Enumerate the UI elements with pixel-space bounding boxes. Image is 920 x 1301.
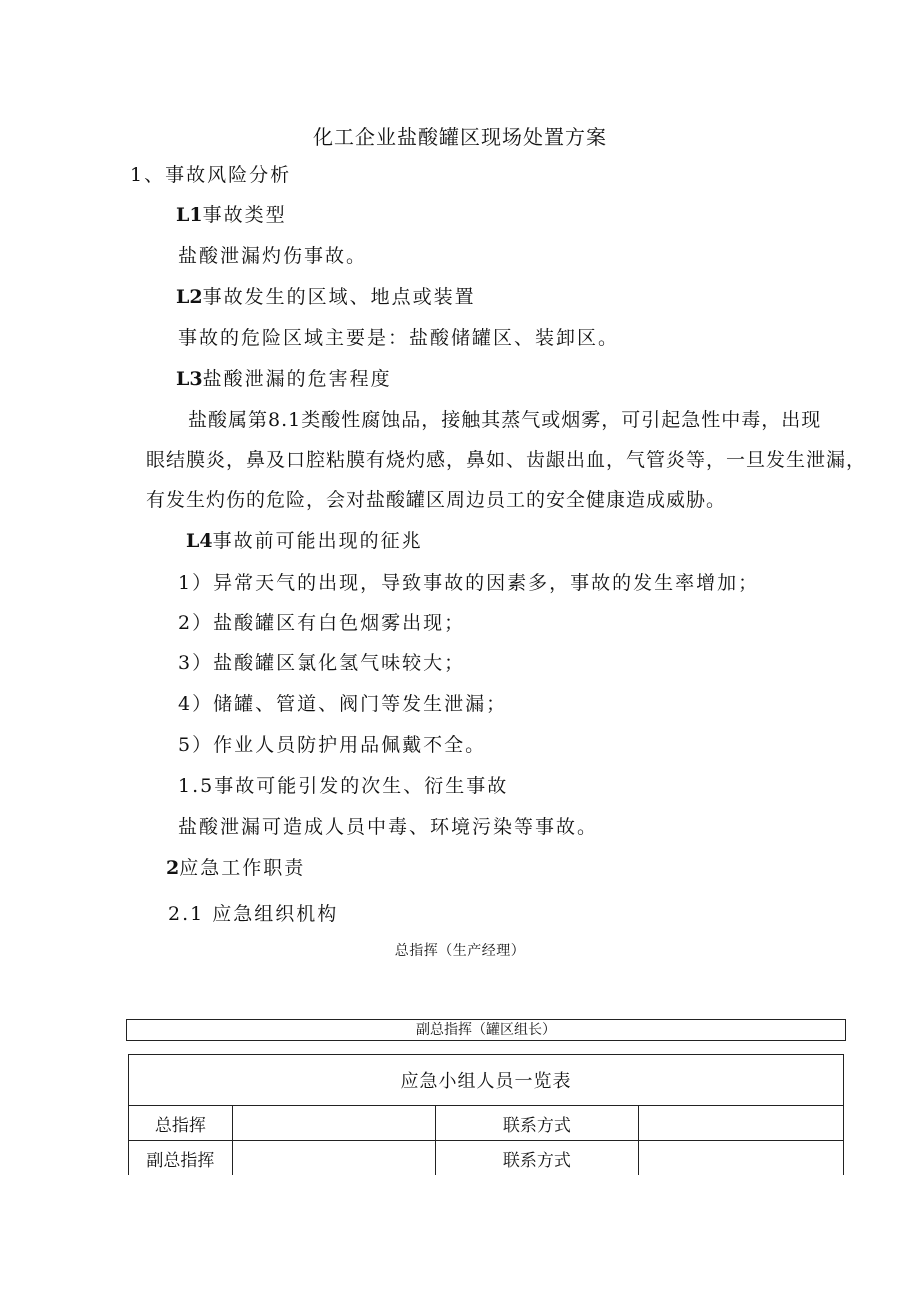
hazard-paragraph-line: 盐酸属第8.1类酸性腐蚀品，接触其蒸气或烟雾，可引起急性中毒，出现 — [188, 409, 822, 431]
subsection-l3-heading — [176, 367, 392, 391]
contact-cell — [639, 1141, 844, 1176]
subsection-2-1-heading: 2.1 应急组织机构 — [168, 903, 339, 925]
subsection-l4-title: 事故前可能出现的征兆 — [212, 530, 423, 552]
subsection-1-5-text: 盐酸泄漏可造成人员中毒、环境污染等事故。 — [178, 816, 599, 838]
table-caption: 应急小组人员一览表 — [129, 1055, 844, 1106]
subsection-l2-number: L2 — [176, 286, 203, 308]
subsection-l3-title: 盐酸泄漏的危害程度 — [202, 368, 392, 390]
table-row — [129, 1141, 844, 1176]
role-cell: 总指挥 — [129, 1106, 233, 1141]
subsection-l2-heading — [176, 285, 476, 309]
contact-label-cell: 联系方式 — [435, 1141, 639, 1176]
org-commander-label: 总指挥（生产经理） — [394, 943, 526, 959]
table-row — [129, 1106, 844, 1141]
subsection-l3-number: L3 — [176, 368, 203, 390]
subsection-l1-text: 盐酸泄漏灼伤事故。 — [178, 245, 368, 267]
name-cell — [232, 1106, 435, 1141]
subsection-1-5-heading: 1.5事故可能引发的次生、衍生事故 — [178, 775, 509, 797]
warning-sign-item: 3）盐酸罐区氯化氢气味较大； — [178, 652, 466, 674]
warning-sign-item: 2）盐酸罐区有白色烟雾出现； — [178, 612, 466, 634]
warning-sign-item: 4）储罐、管道、阀门等发生泄漏； — [178, 693, 508, 715]
section-2-number: 2 — [166, 857, 180, 879]
subsection-l2-text: 事故的危险区域主要是：盐酸储罐区、装卸区。 — [178, 327, 620, 349]
emergency-team-table — [128, 1054, 844, 1175]
warning-sign-item: 1）异常天气的出现，导致事故的因素多，事故的发生率增加； — [178, 572, 760, 594]
contact-label-cell: 联系方式 — [435, 1106, 639, 1141]
subsection-l2-title: 事故发生的区域、地点或装置 — [202, 286, 476, 308]
document-title: 化工企业盐酸罐区现场处置方案 — [313, 125, 607, 149]
contact-cell — [639, 1106, 844, 1141]
section-1-heading: 1、事故风险分析 — [130, 164, 292, 186]
subsection-l1-heading — [176, 203, 287, 227]
warning-sign-item: 5）作业人员防护用品佩戴不全。 — [178, 734, 487, 756]
subsection-l4-number: L4 — [186, 530, 213, 552]
name-cell — [232, 1141, 435, 1176]
subsection-l1-title: 事故类型 — [202, 204, 287, 226]
org-deputy-box — [126, 1019, 846, 1041]
section-2-heading — [166, 856, 305, 880]
subsection-l1-number: L1 — [176, 204, 203, 226]
hazard-paragraph-line: 有发生灼伤的危险，会对盐酸罐区周边员工的安全健康造成威胁。 — [146, 489, 727, 511]
subsection-l4-heading — [186, 529, 423, 553]
hazard-paragraph-line: 眼结膜炎，鼻及口腔粘膜有烧灼感，鼻如、齿龈出血，气管炎等，一旦发生泄漏， — [146, 449, 867, 471]
section-2-title: 应急工作职责 — [179, 857, 306, 879]
org-deputy-label: 副总指挥（罐区组长） — [416, 1022, 556, 1038]
role-cell: 副总指挥 — [129, 1141, 233, 1176]
